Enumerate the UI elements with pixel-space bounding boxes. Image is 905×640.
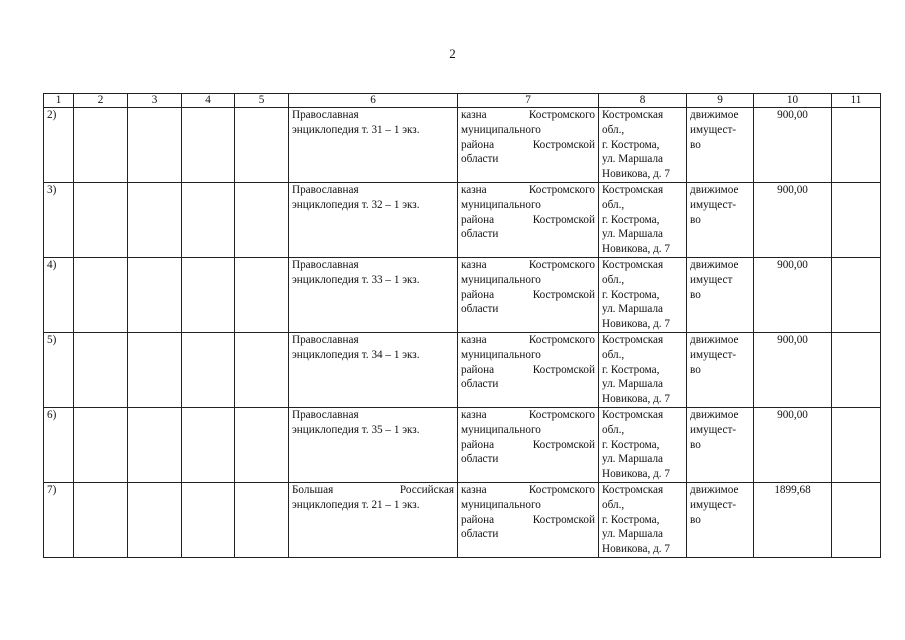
owner-line: района Костромской xyxy=(461,438,595,451)
value-cell: 1899,68 xyxy=(754,483,832,558)
owner-line: казна Костромского xyxy=(461,184,595,196)
empty-cell-col3 xyxy=(128,108,182,183)
owner-line: казна Костромского xyxy=(461,109,595,121)
empty-cell-col2 xyxy=(74,408,128,483)
value-cell: 900,00 xyxy=(754,258,832,333)
property-type-cell xyxy=(687,333,754,408)
owner-cell xyxy=(458,333,599,408)
address-line: Новикова, д. 7 xyxy=(602,168,670,181)
empty-cell-col11 xyxy=(832,108,881,183)
value-cell: 900,00 xyxy=(754,183,832,258)
empty-cell-col5 xyxy=(235,333,289,408)
address-line: ул. Маршала xyxy=(602,303,664,316)
name-line: энциклопедия т. 31 – 1 экз. xyxy=(292,123,420,136)
name-line: энциклопедия т. 35 – 1 экз. xyxy=(292,423,420,436)
property-type-cell xyxy=(687,483,754,558)
empty-cell-col4 xyxy=(182,108,235,183)
address-cell xyxy=(599,333,687,408)
item-name-cell xyxy=(289,183,458,258)
owner-line: муниципального xyxy=(461,498,541,511)
address-line: Костромская xyxy=(602,409,664,421)
empty-cell-col5 xyxy=(235,183,289,258)
empty-cell-col2 xyxy=(74,483,128,558)
row-number-cell: 4) xyxy=(44,258,74,333)
table-row xyxy=(44,183,881,258)
empty-cell-col11 xyxy=(832,333,881,408)
address-line: Новикова, д. 7 xyxy=(602,318,670,331)
empty-cell-col11 xyxy=(832,408,881,483)
name-line: Православная xyxy=(292,409,359,421)
address-line: ул. Маршала xyxy=(602,453,664,466)
address-line: г. Кострома, xyxy=(602,513,660,526)
row-number-cell: 7) xyxy=(44,483,74,558)
address-cell xyxy=(599,258,687,333)
property-type-cell xyxy=(687,258,754,333)
address-cell xyxy=(599,408,687,483)
empty-cell-col5 xyxy=(235,483,289,558)
empty-cell-col2 xyxy=(74,258,128,333)
item-name-cell xyxy=(289,333,458,408)
property-type-cell xyxy=(687,108,754,183)
item-name-cell xyxy=(289,108,458,183)
header-cell-4: 4 xyxy=(182,94,235,108)
empty-cell-col4 xyxy=(182,258,235,333)
value-cell: 900,00 xyxy=(754,333,832,408)
table-header-row xyxy=(44,94,881,108)
value-cell: 900,00 xyxy=(754,408,832,483)
type-line: движимое xyxy=(690,259,739,271)
owner-line: казна Костромского xyxy=(461,259,595,271)
row-number-cell: 5) xyxy=(44,333,74,408)
owner-line: области xyxy=(461,378,499,391)
owner-line: муниципального xyxy=(461,123,541,136)
name-line: Православная xyxy=(292,334,359,346)
empty-cell-col3 xyxy=(128,333,182,408)
owner-cell xyxy=(458,408,599,483)
table-row xyxy=(44,483,881,558)
empty-cell-col5 xyxy=(235,108,289,183)
empty-cell-col3 xyxy=(128,183,182,258)
address-line: Костромская xyxy=(602,334,664,346)
address-line: ул. Маршала xyxy=(602,378,664,391)
type-line: во xyxy=(690,438,701,451)
type-line: имущест- xyxy=(690,198,737,211)
header-cell-3: 3 xyxy=(128,94,182,108)
empty-cell-col3 xyxy=(128,408,182,483)
header-cell-1: 1 xyxy=(44,94,74,108)
owner-line: района Костромской xyxy=(461,288,595,301)
owner-line: области xyxy=(461,153,499,166)
table-row xyxy=(44,108,881,183)
item-name-cell xyxy=(289,483,458,558)
header-cell-6: 6 xyxy=(289,94,458,108)
name-line: энциклопедия т. 33 – 1 экз. xyxy=(292,273,420,286)
owner-line: области xyxy=(461,303,499,316)
type-line: движимое xyxy=(690,409,739,421)
empty-cell-col5 xyxy=(235,258,289,333)
address-line: Костромская xyxy=(602,184,664,196)
address-line: обл., xyxy=(602,498,625,511)
owner-cell xyxy=(458,108,599,183)
owner-line: казна Костромского xyxy=(461,334,595,346)
address-line: Костромская xyxy=(602,109,664,121)
empty-cell-col2 xyxy=(74,108,128,183)
owner-line: области xyxy=(461,528,499,541)
address-cell xyxy=(599,183,687,258)
type-line: во xyxy=(690,213,701,226)
type-line: имущест- xyxy=(690,423,737,436)
empty-cell-col4 xyxy=(182,183,235,258)
empty-cell-col2 xyxy=(74,183,128,258)
type-line: движимое xyxy=(690,484,739,496)
type-line: имущест- xyxy=(690,123,737,136)
name-line: Православная xyxy=(292,109,359,121)
empty-cell-col4 xyxy=(182,333,235,408)
empty-cell-col11 xyxy=(832,483,881,558)
name-line: энциклопедия т. 34 – 1 экз. xyxy=(292,348,420,361)
item-name-cell xyxy=(289,258,458,333)
owner-line: района Костромской xyxy=(461,213,595,226)
type-line: движимое xyxy=(690,334,739,346)
empty-cell-col3 xyxy=(128,258,182,333)
type-line: движимое xyxy=(690,184,739,196)
name-line: энциклопедия т. 32 – 1 экз. xyxy=(292,198,420,211)
address-line: Новикова, д. 7 xyxy=(602,243,670,256)
owner-line: области xyxy=(461,453,499,466)
header-cell-2: 2 xyxy=(74,94,128,108)
empty-cell-col4 xyxy=(182,408,235,483)
name-line: Православная xyxy=(292,259,359,271)
empty-cell-col11 xyxy=(832,258,881,333)
type-line: во xyxy=(690,363,701,376)
owner-cell xyxy=(458,258,599,333)
address-line: обл., xyxy=(602,423,625,436)
owner-line: казна Костромского xyxy=(461,409,595,421)
table-row xyxy=(44,258,881,333)
name-line: Большая Российская xyxy=(292,484,454,496)
type-line: во xyxy=(690,138,701,151)
property-type-cell xyxy=(687,183,754,258)
address-cell xyxy=(599,108,687,183)
empty-cell-col4 xyxy=(182,483,235,558)
type-line: имущест xyxy=(690,273,733,286)
header-cell-9: 9 xyxy=(687,94,754,108)
name-line: Православная xyxy=(292,184,359,196)
address-line: г. Кострома, xyxy=(602,138,660,151)
owner-line: казна Костромского xyxy=(461,484,595,496)
address-line: Новикова, д. 7 xyxy=(602,393,670,406)
address-line: Новикова, д. 7 xyxy=(602,543,670,556)
header-cell-11: 11 xyxy=(832,94,881,108)
address-line: обл., xyxy=(602,123,625,136)
property-registry-table xyxy=(43,93,881,558)
address-line: Костромская xyxy=(602,484,664,496)
owner-line: муниципального xyxy=(461,198,541,211)
address-line: Костромская xyxy=(602,259,664,271)
address-line: ул. Маршала xyxy=(602,228,664,241)
table-row xyxy=(44,408,881,483)
row-number-cell: 3) xyxy=(44,183,74,258)
owner-line: области xyxy=(461,228,499,241)
header-cell-5: 5 xyxy=(235,94,289,108)
property-type-cell xyxy=(687,408,754,483)
owner-line: муниципального xyxy=(461,423,541,436)
type-line: имущест- xyxy=(690,498,737,511)
address-line: обл., xyxy=(602,348,625,361)
address-line: ул. Маршала xyxy=(602,153,664,166)
type-line: движимое xyxy=(690,109,739,121)
header-cell-10: 10 xyxy=(754,94,832,108)
header-cell-8: 8 xyxy=(599,94,687,108)
row-number-cell: 2) xyxy=(44,108,74,183)
value-cell: 900,00 xyxy=(754,108,832,183)
owner-cell xyxy=(458,483,599,558)
empty-cell-col11 xyxy=(832,183,881,258)
owner-line: района Костромской xyxy=(461,513,595,526)
address-line: обл., xyxy=(602,198,625,211)
address-line: г. Кострома, xyxy=(602,438,660,451)
address-line: г. Кострома, xyxy=(602,288,660,301)
address-line: Новикова, д. 7 xyxy=(602,468,670,481)
type-line: во xyxy=(690,288,701,301)
address-line: г. Кострома, xyxy=(602,363,660,376)
address-cell xyxy=(599,483,687,558)
owner-cell xyxy=(458,183,599,258)
owner-line: района Костромской xyxy=(461,363,595,376)
name-line: энциклопедия т. 21 – 1 экз. xyxy=(292,498,420,511)
owner-line: муниципального xyxy=(461,348,541,361)
item-name-cell xyxy=(289,408,458,483)
header-cell-7: 7 xyxy=(458,94,599,108)
row-number-cell: 6) xyxy=(44,408,74,483)
address-line: ул. Маршала xyxy=(602,528,664,541)
address-line: обл., xyxy=(602,273,625,286)
page-number: 2 xyxy=(449,46,456,61)
address-line: г. Кострома, xyxy=(602,213,660,226)
table-row xyxy=(44,333,881,408)
empty-cell-col3 xyxy=(128,483,182,558)
type-line: имущест- xyxy=(690,348,737,361)
type-line: во xyxy=(690,513,701,526)
empty-cell-col5 xyxy=(235,408,289,483)
empty-cell-col2 xyxy=(74,333,128,408)
owner-line: района Костромской xyxy=(461,138,595,151)
owner-line: муниципального xyxy=(461,273,541,286)
